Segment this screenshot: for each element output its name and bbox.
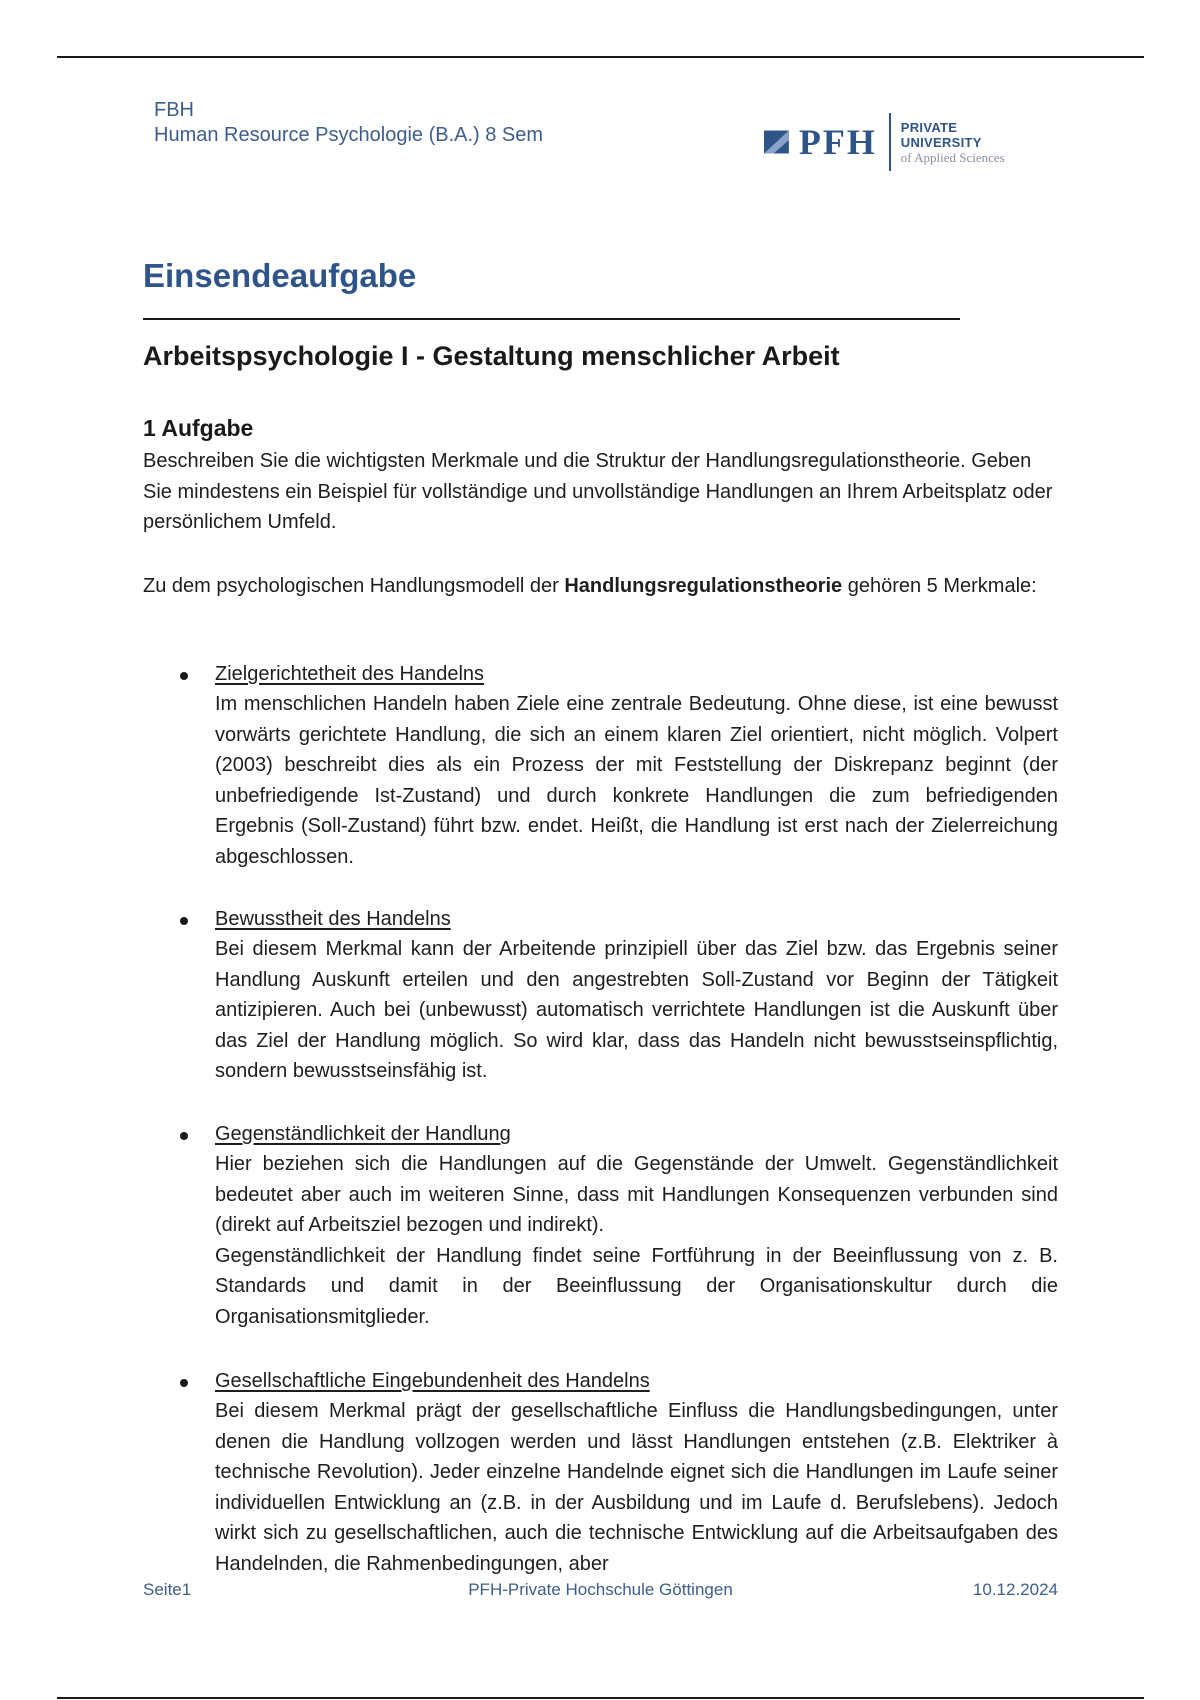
header-faculty: FBH	[154, 99, 194, 121]
intro-bold-term: Handlungsregulationstheorie	[564, 575, 843, 597]
intro-before: Zu dem psychologischen Handlungsmodell der	[143, 575, 565, 597]
logo-mark-icon	[764, 130, 789, 154]
header-course: Human Resource Psychologie (B.A.) 8 Sem	[154, 124, 544, 146]
footer-page-number: Seite1	[143, 1580, 192, 1599]
list-item-title: Gesellschaftliche Eingebundenheit des Handelns	[215, 1370, 650, 1392]
page-subtitle: Arbeitspsychologie I - Gestaltung menschlicher Arbeit	[143, 341, 840, 371]
intro-after: gehören 5 Merkmale:	[842, 575, 1037, 597]
list-item-text	[215, 689, 1058, 872]
bullet-dot	[180, 1132, 188, 1140]
list-item-paragraph: Hier beziehen sich die Handlungen auf die Gegenstände der Umwelt. Gegenständlichkeit bedeutet aber auch im weiteren Sinne, dass mit Handlungen Konsequenzen verbunden sind (direkt auf Arbeitsziel bezogen und indirekt).	[215, 1153, 1058, 1236]
bullet-dot	[180, 1379, 188, 1387]
logo-subtitle-line1: PRIVATE UNIVERSITY	[900, 119, 982, 150]
footer-institution: PFH-Private Hochschule Göttingen	[468, 1580, 733, 1599]
page-title: Einsendeaufgabe	[143, 257, 417, 294]
pfh-logo	[764, 110, 1036, 174]
list-item-paragraph: Bei diesem Merkmal kann der Arbeitende prinzipiell über das Ziel bzw. das Ergebnis seiner Handlung Auskunft erteilen und den angestrebten Soll-Zustand vor Beginn der Tätigkeit antizipieren. Auch bei (unbewusst) automatisch verrichtete Handlungen ist die Auskunft über das Ziel der Handlung möglich. So wird klar, dass das Handeln nicht bewusstseinspflichtig, sondern bewusstseinsfähig ist.	[215, 938, 1058, 1082]
logo-subtitle-line2: of Applied Sciences	[900, 149, 1005, 165]
logo-divider	[889, 113, 891, 171]
logo-text: PFH	[798, 122, 877, 162]
list-item-title: Gegenständlichkeit der Handlung	[215, 1123, 511, 1145]
list-item-title: Bewusstheit des Handelns	[215, 908, 451, 930]
top-rule	[57, 56, 1144, 58]
footer-date: 10.12.2024	[972, 1580, 1058, 1599]
intro-paragraph	[143, 571, 1058, 602]
title-rule	[143, 318, 960, 320]
task-heading: 1 Aufgabe	[143, 415, 254, 441]
bottom-rule	[57, 1697, 1144, 1699]
list-item-text	[215, 934, 1058, 1087]
list-item-paragraph: Gegenständlichkeit der Handlung findet seine Fortführung in der Beeinflussung von z. B. Standards und damit in der Beeinflussung der Organisationskultur durch die Organisationsmitglieder.	[215, 1244, 1058, 1328]
document-header	[154, 98, 543, 148]
list-item-text	[215, 1149, 1058, 1332]
list-item-paragraph: Im menschlichen Handeln haben Ziele eine zentrale Bedeutung. Ohne diese, ist eine bewusst vorwärts gerichtete Handlung, die sich an einem klaren Ziel orientiert, nicht möglich. Volpert (2003) beschreibt dies als ein Prozess der mit Feststellung der Diskrepanz beginnt (der unbefriedigende Ist-Zustand) und durch konkrete Handlungen die zum befriedigenden Ergebnis (Soll-Zustand) führt bzw. endet. Heißt, die Handlung ist erst nach der Zielerreichung abgeschlossen.	[215, 693, 1058, 868]
bullet-dot	[180, 917, 188, 925]
list-item-paragraph: Bei diesem Merkmal prägt der gesellschaftliche Einfluss die Handlungsbedingungen, unter denen die Handlung vollzogen werden und lässt Handlungen entstehen (z.B. Elektriker à technische Revolution). Jeder einzelne Handelnde eignet sich die Handlungen im Laufe seiner individuellen Entwicklung an (z.B. in der Ausbildung und im Laufe d. Berufslebens). Jedoch wirkt sich zu gesellschaftlichen, auch die technische Entwicklung auf die Arbeitsaufgaben des Handelnden, die Rahmenbedingungen, aber	[215, 1400, 1058, 1575]
list-item-text	[215, 1396, 1058, 1579]
task-text: Beschreiben Sie die wichtigsten Merkmale und die Struktur der Handlungsregulationstheorie. Geben Sie mindestens ein Beispiel für vollständige und unvollständige Handlungen an Ihrem Arbeitsplatz oder persönlichem Umfeld.	[143, 450, 1053, 533]
logo-subtitle	[901, 120, 1036, 165]
list-item-title: Zielgerichtetheit des Handelns	[215, 663, 485, 685]
bullet-dot	[180, 672, 188, 680]
